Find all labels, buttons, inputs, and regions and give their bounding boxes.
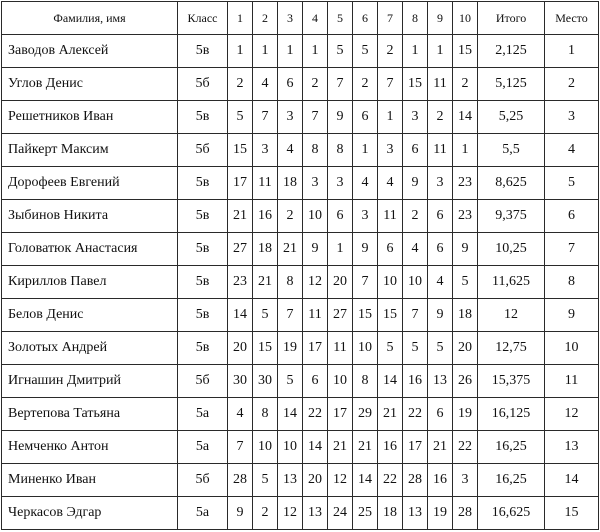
cell-round-7: 6 [378, 233, 403, 266]
cell-round-6: 14 [353, 464, 378, 497]
cell-round-2: 10 [253, 431, 278, 464]
cell-round-3: 18 [278, 167, 303, 200]
cell-round-9: 11 [428, 68, 453, 101]
cell-round-8: 22 [403, 398, 428, 431]
cell-class: 5в [178, 299, 228, 332]
cell-round-2: 21 [253, 266, 278, 299]
cell-round-2: 7 [253, 101, 278, 134]
cell-round-1: 9 [228, 497, 253, 530]
table-row [2, 68, 599, 101]
table-row [2, 35, 599, 68]
cell-round-1: 4 [228, 398, 253, 431]
cell-class: 5б [178, 134, 228, 167]
cell-round-5: 8 [328, 134, 353, 167]
cell-name: Вертепова Татьяна [2, 398, 178, 431]
cell-round-9: 16 [428, 464, 453, 497]
cell-round-10: 23 [453, 167, 478, 200]
cell-round-4: 22 [303, 398, 328, 431]
cell-place: 5 [545, 167, 599, 200]
cell-place: 14 [545, 464, 599, 497]
header-round-7: 7 [378, 2, 403, 35]
cell-round-9: 19 [428, 497, 453, 530]
cell-round-2: 5 [253, 299, 278, 332]
table-row [2, 431, 599, 464]
header-round-9: 9 [428, 2, 453, 35]
cell-place: 12 [545, 398, 599, 431]
cell-class: 5в [178, 332, 228, 365]
cell-round-9: 6 [428, 200, 453, 233]
header-round-5: 5 [328, 2, 353, 35]
cell-class: 5в [178, 35, 228, 68]
cell-total: 12,75 [478, 332, 545, 365]
cell-round-5: 3 [328, 167, 353, 200]
cell-round-10: 18 [453, 299, 478, 332]
cell-place: 1 [545, 35, 599, 68]
table-row [2, 497, 599, 530]
cell-round-5: 9 [328, 101, 353, 134]
cell-round-8: 13 [403, 497, 428, 530]
cell-round-1: 5 [228, 101, 253, 134]
cell-round-3: 3 [278, 101, 303, 134]
cell-round-1: 14 [228, 299, 253, 332]
cell-total: 5,125 [478, 68, 545, 101]
cell-round-6: 2 [353, 68, 378, 101]
header-round-1: 1 [228, 2, 253, 35]
cell-place: 10 [545, 332, 599, 365]
cell-round-4: 7 [303, 101, 328, 134]
cell-round-5: 27 [328, 299, 353, 332]
cell-round-2: 15 [253, 332, 278, 365]
header-round-6: 6 [353, 2, 378, 35]
header-round-8: 8 [403, 2, 428, 35]
cell-round-10: 14 [453, 101, 478, 134]
header-round-4: 4 [303, 2, 328, 35]
cell-round-7: 5 [378, 332, 403, 365]
cell-round-8: 10 [403, 266, 428, 299]
cell-total: 16,125 [478, 398, 545, 431]
cell-round-3: 21 [278, 233, 303, 266]
cell-round-8: 15 [403, 68, 428, 101]
cell-round-7: 16 [378, 431, 403, 464]
cell-class: 5в [178, 233, 228, 266]
header-name: Фамилия, имя [2, 2, 178, 35]
cell-round-9: 11 [428, 134, 453, 167]
cell-total: 11,625 [478, 266, 545, 299]
cell-round-9: 6 [428, 398, 453, 431]
cell-round-9: 5 [428, 332, 453, 365]
cell-place: 6 [545, 200, 599, 233]
cell-round-1: 2 [228, 68, 253, 101]
cell-round-6: 5 [353, 35, 378, 68]
cell-round-3: 8 [278, 266, 303, 299]
cell-round-5: 7 [328, 68, 353, 101]
header-round-3: 3 [278, 2, 303, 35]
cell-round-9: 4 [428, 266, 453, 299]
cell-round-1: 15 [228, 134, 253, 167]
cell-round-1: 27 [228, 233, 253, 266]
cell-round-1: 23 [228, 266, 253, 299]
cell-round-4: 12 [303, 266, 328, 299]
cell-round-7: 22 [378, 464, 403, 497]
cell-round-2: 4 [253, 68, 278, 101]
results-table [1, 1, 599, 530]
cell-round-4: 11 [303, 299, 328, 332]
cell-round-6: 21 [353, 431, 378, 464]
cell-class: 5в [178, 167, 228, 200]
cell-round-7: 3 [378, 134, 403, 167]
cell-round-6: 25 [353, 497, 378, 530]
cell-total: 16,25 [478, 464, 545, 497]
cell-round-10: 23 [453, 200, 478, 233]
cell-round-1: 1 [228, 35, 253, 68]
cell-place: 9 [545, 299, 599, 332]
cell-round-2: 18 [253, 233, 278, 266]
cell-place: 3 [545, 101, 599, 134]
cell-place: 15 [545, 497, 599, 530]
cell-name: Решетников Иван [2, 101, 178, 134]
cell-round-5: 1 [328, 233, 353, 266]
cell-round-3: 1 [278, 35, 303, 68]
cell-round-1: 17 [228, 167, 253, 200]
cell-round-10: 5 [453, 266, 478, 299]
cell-round-8: 6 [403, 134, 428, 167]
table-row [2, 299, 599, 332]
cell-round-7: 1 [378, 101, 403, 134]
cell-round-2: 5 [253, 464, 278, 497]
cell-name: Углов Денис [2, 68, 178, 101]
cell-round-4: 20 [303, 464, 328, 497]
cell-round-8: 3 [403, 101, 428, 134]
cell-class: 5в [178, 101, 228, 134]
cell-round-8: 9 [403, 167, 428, 200]
cell-total: 10,25 [478, 233, 545, 266]
cell-round-7: 14 [378, 365, 403, 398]
cell-total: 5,5 [478, 134, 545, 167]
cell-round-3: 13 [278, 464, 303, 497]
cell-round-10: 28 [453, 497, 478, 530]
cell-round-4: 6 [303, 365, 328, 398]
cell-round-5: 17 [328, 398, 353, 431]
cell-round-5: 12 [328, 464, 353, 497]
cell-class: 5б [178, 464, 228, 497]
cell-name: Заводов Алексей [2, 35, 178, 68]
cell-round-7: 11 [378, 200, 403, 233]
cell-class: 5б [178, 365, 228, 398]
table-row [2, 398, 599, 431]
cell-round-8: 2 [403, 200, 428, 233]
cell-round-7: 4 [378, 167, 403, 200]
cell-class: 5а [178, 431, 228, 464]
cell-round-10: 1 [453, 134, 478, 167]
cell-name: Золотых Андрей [2, 332, 178, 365]
cell-round-1: 7 [228, 431, 253, 464]
cell-round-2: 1 [253, 35, 278, 68]
cell-name: Черкасов Эдгар [2, 497, 178, 530]
cell-name: Белов Денис [2, 299, 178, 332]
cell-round-10: 3 [453, 464, 478, 497]
cell-round-4: 1 [303, 35, 328, 68]
cell-round-4: 9 [303, 233, 328, 266]
cell-round-2: 11 [253, 167, 278, 200]
table-row [2, 167, 599, 200]
cell-class: 5а [178, 398, 228, 431]
cell-round-4: 8 [303, 134, 328, 167]
cell-round-8: 4 [403, 233, 428, 266]
cell-total: 16,25 [478, 431, 545, 464]
cell-round-10: 9 [453, 233, 478, 266]
cell-round-5: 10 [328, 365, 353, 398]
cell-class: 5в [178, 266, 228, 299]
cell-name: Дорофеев Евгений [2, 167, 178, 200]
cell-name: Миненко Иван [2, 464, 178, 497]
cell-round-9: 2 [428, 101, 453, 134]
cell-round-7: 7 [378, 68, 403, 101]
cell-round-3: 10 [278, 431, 303, 464]
cell-round-3: 14 [278, 398, 303, 431]
cell-round-9: 3 [428, 167, 453, 200]
cell-round-6: 15 [353, 299, 378, 332]
cell-round-3: 12 [278, 497, 303, 530]
cell-round-7: 2 [378, 35, 403, 68]
cell-round-6: 6 [353, 101, 378, 134]
cell-class: 5б [178, 68, 228, 101]
header-round-2: 2 [253, 2, 278, 35]
cell-total: 9,375 [478, 200, 545, 233]
cell-total: 8,625 [478, 167, 545, 200]
cell-round-3: 4 [278, 134, 303, 167]
cell-round-4: 10 [303, 200, 328, 233]
cell-round-3: 5 [278, 365, 303, 398]
cell-round-3: 19 [278, 332, 303, 365]
table-row [2, 266, 599, 299]
cell-round-9: 13 [428, 365, 453, 398]
table-row [2, 134, 599, 167]
cell-round-10: 22 [453, 431, 478, 464]
cell-round-6: 1 [353, 134, 378, 167]
cell-total: 2,125 [478, 35, 545, 68]
cell-round-8: 1 [403, 35, 428, 68]
cell-place: 7 [545, 233, 599, 266]
cell-total: 16,625 [478, 497, 545, 530]
table-row [2, 464, 599, 497]
cell-round-9: 21 [428, 431, 453, 464]
cell-round-9: 1 [428, 35, 453, 68]
cell-round-8: 28 [403, 464, 428, 497]
table-row [2, 233, 599, 266]
header-round-10: 10 [453, 2, 478, 35]
cell-round-5: 11 [328, 332, 353, 365]
cell-round-2: 2 [253, 497, 278, 530]
cell-round-9: 9 [428, 299, 453, 332]
cell-round-10: 20 [453, 332, 478, 365]
cell-round-5: 20 [328, 266, 353, 299]
cell-place: 13 [545, 431, 599, 464]
cell-round-4: 3 [303, 167, 328, 200]
cell-round-5: 21 [328, 431, 353, 464]
cell-round-6: 7 [353, 266, 378, 299]
cell-round-1: 21 [228, 200, 253, 233]
cell-name: Немченко Антон [2, 431, 178, 464]
cell-round-10: 2 [453, 68, 478, 101]
table-row [2, 332, 599, 365]
cell-round-5: 5 [328, 35, 353, 68]
cell-name: Головатюк Анастасия [2, 233, 178, 266]
header-total: Итого [478, 2, 545, 35]
cell-total: 12 [478, 299, 545, 332]
cell-round-3: 2 [278, 200, 303, 233]
results-body [2, 35, 599, 530]
cell-round-3: 6 [278, 68, 303, 101]
table-row [2, 101, 599, 134]
cell-round-8: 5 [403, 332, 428, 365]
cell-round-8: 7 [403, 299, 428, 332]
cell-round-7: 18 [378, 497, 403, 530]
cell-round-2: 3 [253, 134, 278, 167]
cell-round-5: 24 [328, 497, 353, 530]
cell-class: 5в [178, 200, 228, 233]
header-class: Класс [178, 2, 228, 35]
cell-round-7: 15 [378, 299, 403, 332]
cell-round-6: 8 [353, 365, 378, 398]
cell-place: 8 [545, 266, 599, 299]
cell-round-10: 15 [453, 35, 478, 68]
cell-name: Зыбинов Никита [2, 200, 178, 233]
cell-class: 5а [178, 497, 228, 530]
cell-round-7: 21 [378, 398, 403, 431]
cell-round-7: 10 [378, 266, 403, 299]
cell-round-2: 30 [253, 365, 278, 398]
cell-round-3: 7 [278, 299, 303, 332]
cell-name: Игнашин Дмитрий [2, 365, 178, 398]
cell-round-6: 10 [353, 332, 378, 365]
cell-round-6: 29 [353, 398, 378, 431]
cell-place: 2 [545, 68, 599, 101]
cell-round-6: 3 [353, 200, 378, 233]
cell-round-4: 14 [303, 431, 328, 464]
cell-place: 11 [545, 365, 599, 398]
cell-name: Пайкерт Максим [2, 134, 178, 167]
cell-round-10: 26 [453, 365, 478, 398]
table-row [2, 200, 599, 233]
cell-round-8: 16 [403, 365, 428, 398]
cell-total: 15,375 [478, 365, 545, 398]
cell-round-9: 6 [428, 233, 453, 266]
cell-round-1: 20 [228, 332, 253, 365]
cell-round-1: 30 [228, 365, 253, 398]
header-place: Место [545, 2, 599, 35]
cell-round-1: 28 [228, 464, 253, 497]
header-row [2, 2, 599, 35]
cell-round-8: 17 [403, 431, 428, 464]
cell-name: Кириллов Павел [2, 266, 178, 299]
cell-round-4: 2 [303, 68, 328, 101]
cell-round-6: 4 [353, 167, 378, 200]
cell-round-5: 6 [328, 200, 353, 233]
table-row [2, 365, 599, 398]
cell-round-6: 9 [353, 233, 378, 266]
cell-round-2: 16 [253, 200, 278, 233]
cell-place: 4 [545, 134, 599, 167]
cell-round-4: 13 [303, 497, 328, 530]
cell-round-10: 19 [453, 398, 478, 431]
cell-round-4: 17 [303, 332, 328, 365]
cell-total: 5,25 [478, 101, 545, 134]
cell-round-2: 8 [253, 398, 278, 431]
